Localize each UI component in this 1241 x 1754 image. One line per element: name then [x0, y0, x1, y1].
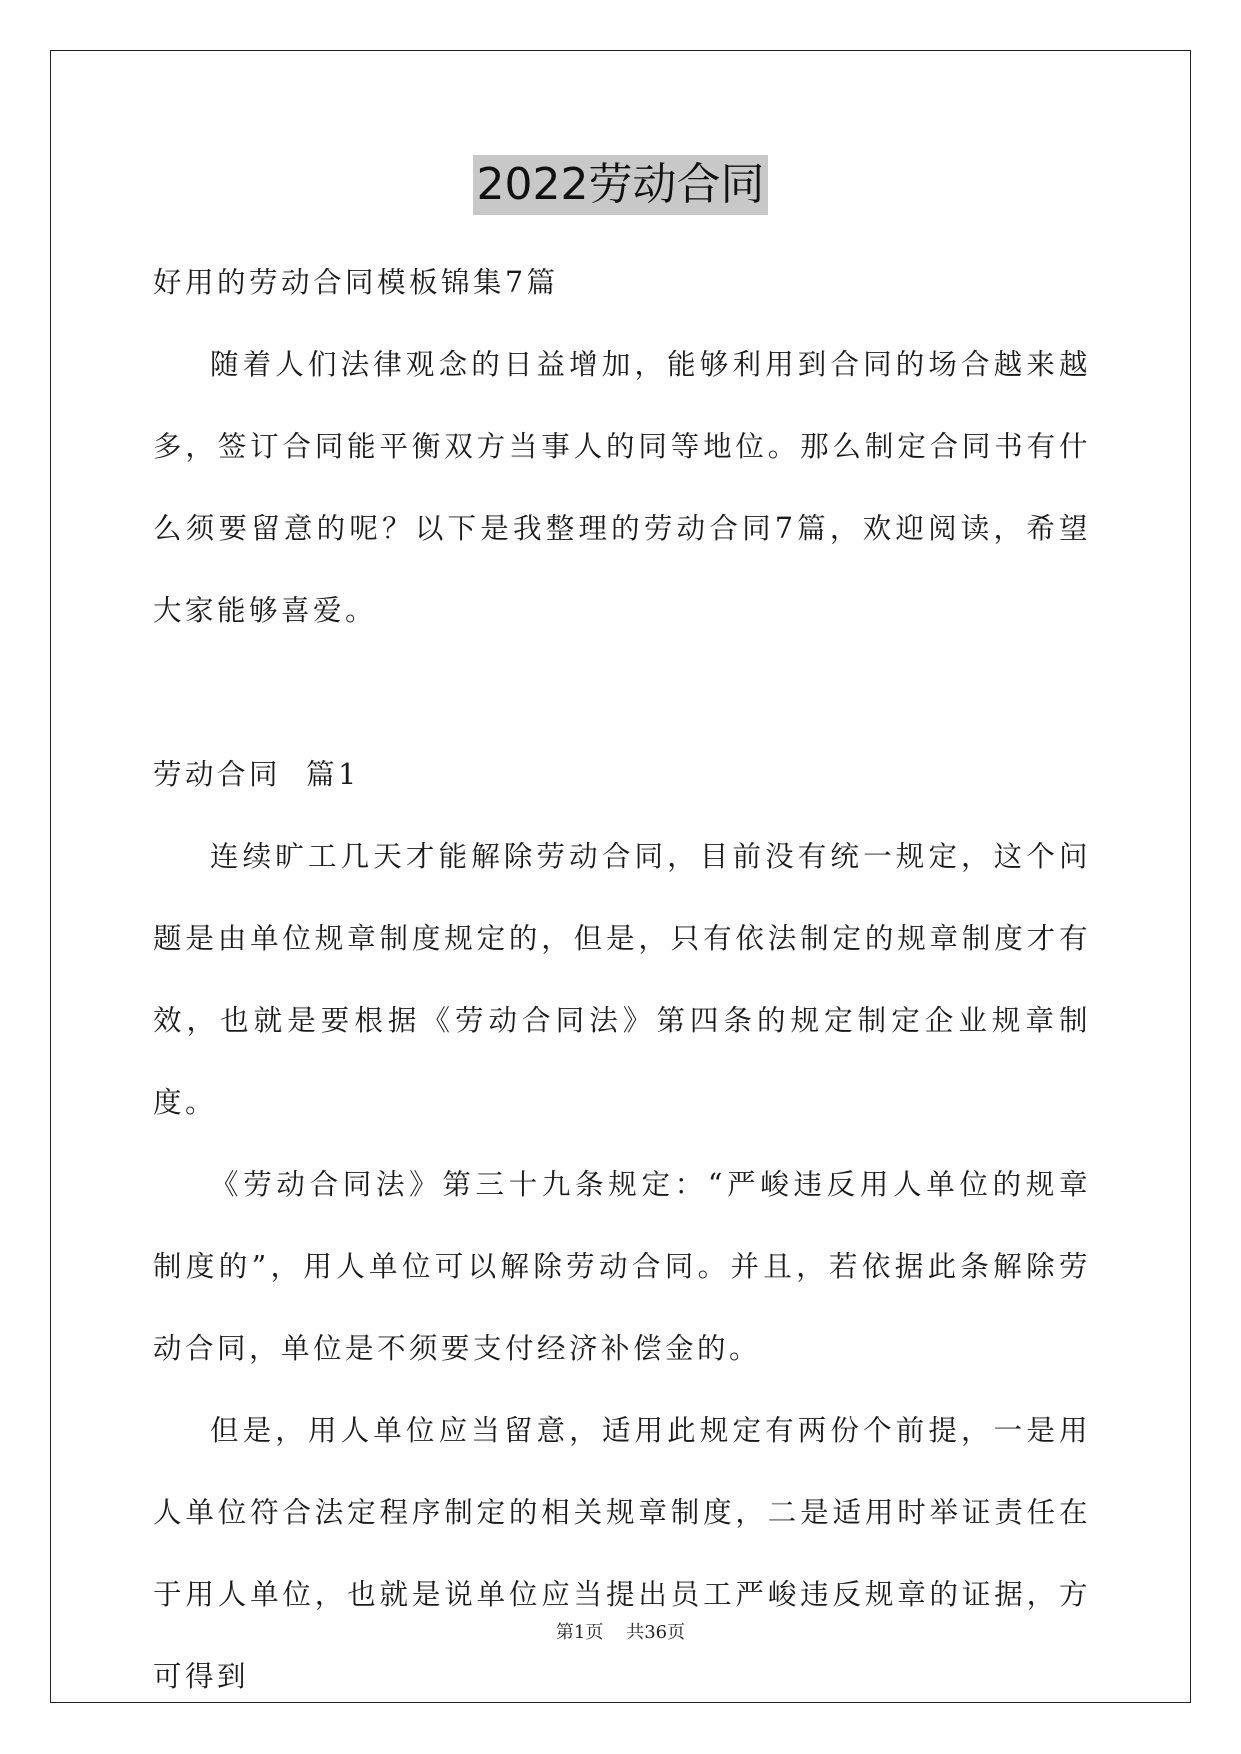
- document-subtitle: 好用的劳动合同模板锦集7篇: [153, 266, 559, 299]
- body-paragraph: 连续旷工几天才能解除劳动合同，目前没有统一规定，这个问题是由单位规章制度规定的，但是，只有依法制定的规章制度才有效，也就是要根据《劳动合同法》第四条的规定制定企业规章制度。: [153, 840, 1091, 1119]
- intro-paragraph: 随着人们法律观念的日益增加，能够利用到合同的场合越来越多，签订合同能平衡双方当事人的同等地位。那么制定合同书有什么须要留意的呢？以下是我整理的劳动合同7篇，欢迎阅读，希望大家能够喜爱。: [153, 348, 1091, 627]
- page-number: 第1页 共36页: [555, 1622, 686, 1643]
- document-body: [153, 242, 1091, 1718]
- document-title: 2022劳动合同: [473, 155, 769, 215]
- body-paragraph: 《劳动合同法》第三十九条规定：“严峻违反用人单位的规章制度的”，用人单位可以解除劳动合同。并且，若依据此条解除劳动合同，单位是不须要支付经济补偿金的。: [153, 1168, 1091, 1365]
- section-spacer: [153, 652, 1091, 734]
- section-heading: 劳动合同 篇1: [153, 758, 360, 791]
- title-container: [0, 155, 1241, 215]
- body-paragraph: 但是，用人单位应当留意，适用此规定有两份个前提，一是用人单位符合法定程序制定的相关规章制度，二是适用时举证责任在于用人单位，也就是说单位应当提出员工严峻违反规章的证据，方可得到: [153, 1414, 1091, 1693]
